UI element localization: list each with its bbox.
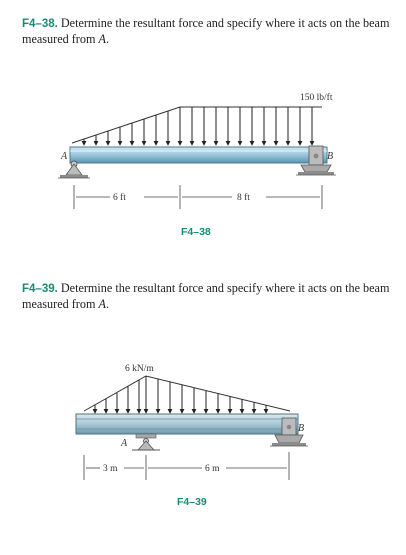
beam (76, 414, 298, 434)
dimension-label-6ft: 6 ft (113, 193, 126, 203)
figure-caption: F4–39 (177, 496, 207, 508)
load-intensity-label: 150 lb/ft (300, 93, 333, 103)
pin-support-a (58, 161, 90, 178)
distributed-load-outline (84, 376, 290, 411)
distributed-load-outline (72, 107, 322, 143)
problem-text: Determine the resultant force and specify where it acts on the beam measured from (22, 281, 390, 311)
problem-text-end: . (105, 297, 109, 311)
problem-text: Determine the resultant force and specify where it acts on the beam measured from (22, 16, 390, 46)
problem-point: A (98, 32, 106, 46)
problem-text-end: . (105, 32, 109, 46)
problem-number: F4–39. (22, 283, 58, 295)
problem-number: F4–38. (22, 18, 58, 30)
point-a-label: A (121, 438, 128, 449)
point-a-label: A (61, 151, 68, 162)
figure-caption: F4–38 (181, 226, 211, 238)
dimension-label-3m: 3 m (103, 464, 118, 474)
load-arrows (84, 107, 312, 145)
load-arrows (95, 376, 266, 413)
pin-support-a (132, 434, 160, 450)
dimension-lines (74, 185, 322, 209)
dimension-label-6m: 6 m (205, 464, 220, 474)
point-b-label: B (298, 423, 305, 434)
figure-f4-38 (58, 92, 336, 238)
figure-f4-39 (76, 364, 308, 508)
dimension-label-8ft: 8 ft (237, 193, 250, 203)
load-intensity-label: 6 kN/m (125, 364, 154, 374)
problem-point: A (98, 297, 106, 311)
beam (70, 147, 327, 163)
point-b-label: B (327, 151, 334, 162)
